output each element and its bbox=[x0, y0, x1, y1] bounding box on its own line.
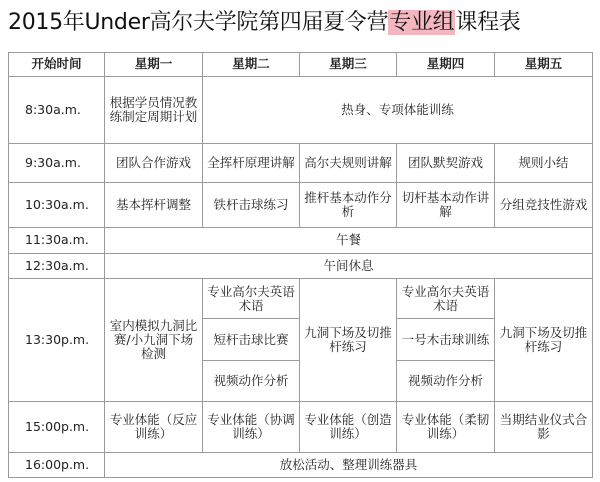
cell-wed: 九洞下场及切推杆练习 bbox=[300, 279, 397, 402]
time-cell: 13:30p.m. bbox=[9, 279, 105, 402]
cell-tue: 短杆击球比赛 bbox=[203, 319, 300, 361]
cell-span: 午餐 bbox=[105, 228, 593, 254]
cell-thu: 视频动作分析 bbox=[397, 361, 495, 402]
table-row bbox=[9, 453, 593, 478]
table-row bbox=[9, 279, 593, 319]
header-fri: 星期五 bbox=[495, 53, 593, 77]
schedule-table bbox=[8, 52, 593, 478]
cell-thu: 专业体能（柔韧训练） bbox=[397, 402, 495, 453]
table-row bbox=[9, 402, 593, 453]
cell-fri: 规则小结 bbox=[495, 144, 593, 183]
header-row bbox=[9, 53, 593, 77]
cell-fri: 分组竞技性游戏 bbox=[495, 183, 593, 228]
table-row bbox=[9, 144, 593, 183]
cell-thu: 切杆基本动作讲解 bbox=[397, 183, 495, 228]
cell-mon: 根据学员情况教练制定周期计划 bbox=[105, 76, 203, 144]
table-row bbox=[9, 76, 593, 144]
time-cell: 15:00p.m. bbox=[9, 402, 105, 453]
table-row bbox=[9, 228, 593, 254]
cell-mon: 室内模拟九洞比赛/小九洞下场检测 bbox=[105, 279, 203, 402]
time-cell: 12:30a.m. bbox=[9, 253, 105, 279]
cell-wed: 专业体能（创造训练） bbox=[300, 402, 397, 453]
cell-wed: 高尔夫规则讲解 bbox=[300, 144, 397, 183]
header-wed: 星期三 bbox=[300, 53, 397, 77]
cell-thu: 专业高尔夫英语术语 bbox=[397, 279, 495, 319]
title-highlight: 专业组 bbox=[389, 10, 455, 35]
cell-fri: 当期结业仪式合影 bbox=[495, 402, 593, 453]
time-cell: 8:30a.m. bbox=[9, 76, 105, 144]
title-prefix: 2015年Under高尔夫学院第四届夏令营 bbox=[8, 10, 389, 35]
page-title bbox=[8, 6, 521, 40]
cell-span: 放松活动、整理训练器具 bbox=[105, 453, 593, 478]
header-thu: 星期四 bbox=[397, 53, 495, 77]
time-cell: 10:30a.m. bbox=[9, 183, 105, 228]
cell-thu: 团队默契游戏 bbox=[397, 144, 495, 183]
cell-span: 热身、专项体能训练 bbox=[203, 76, 593, 144]
time-cell: 9:30a.m. bbox=[9, 144, 105, 183]
cell-tue: 铁杆击球练习 bbox=[203, 183, 300, 228]
cell-tue: 全挥杆原理讲解 bbox=[203, 144, 300, 183]
header-mon: 星期一 bbox=[105, 53, 203, 77]
cell-mon: 团队合作游戏 bbox=[105, 144, 203, 183]
cell-thu: 一号木击球训练 bbox=[397, 319, 495, 361]
time-cell: 11:30a.m. bbox=[9, 228, 105, 254]
cell-wed: 推杆基本动作分析 bbox=[300, 183, 397, 228]
header-time: 开始时间 bbox=[9, 53, 105, 77]
header-tue: 星期二 bbox=[203, 53, 300, 77]
time-cell: 16:00p.m. bbox=[9, 453, 105, 478]
table-row bbox=[9, 183, 593, 228]
title-suffix: 课程表 bbox=[455, 10, 521, 35]
table-row bbox=[9, 253, 593, 279]
cell-tue: 专业高尔夫英语术语 bbox=[203, 279, 300, 319]
cell-fri: 九洞下场及切推杆练习 bbox=[495, 279, 593, 402]
cell-span: 午间休息 bbox=[105, 253, 593, 279]
cell-tue: 专业体能（协调训练） bbox=[203, 402, 300, 453]
cell-mon: 专业体能（反应训练） bbox=[105, 402, 203, 453]
cell-mon: 基本挥杆调整 bbox=[105, 183, 203, 228]
cell-tue: 视频动作分析 bbox=[203, 361, 300, 402]
